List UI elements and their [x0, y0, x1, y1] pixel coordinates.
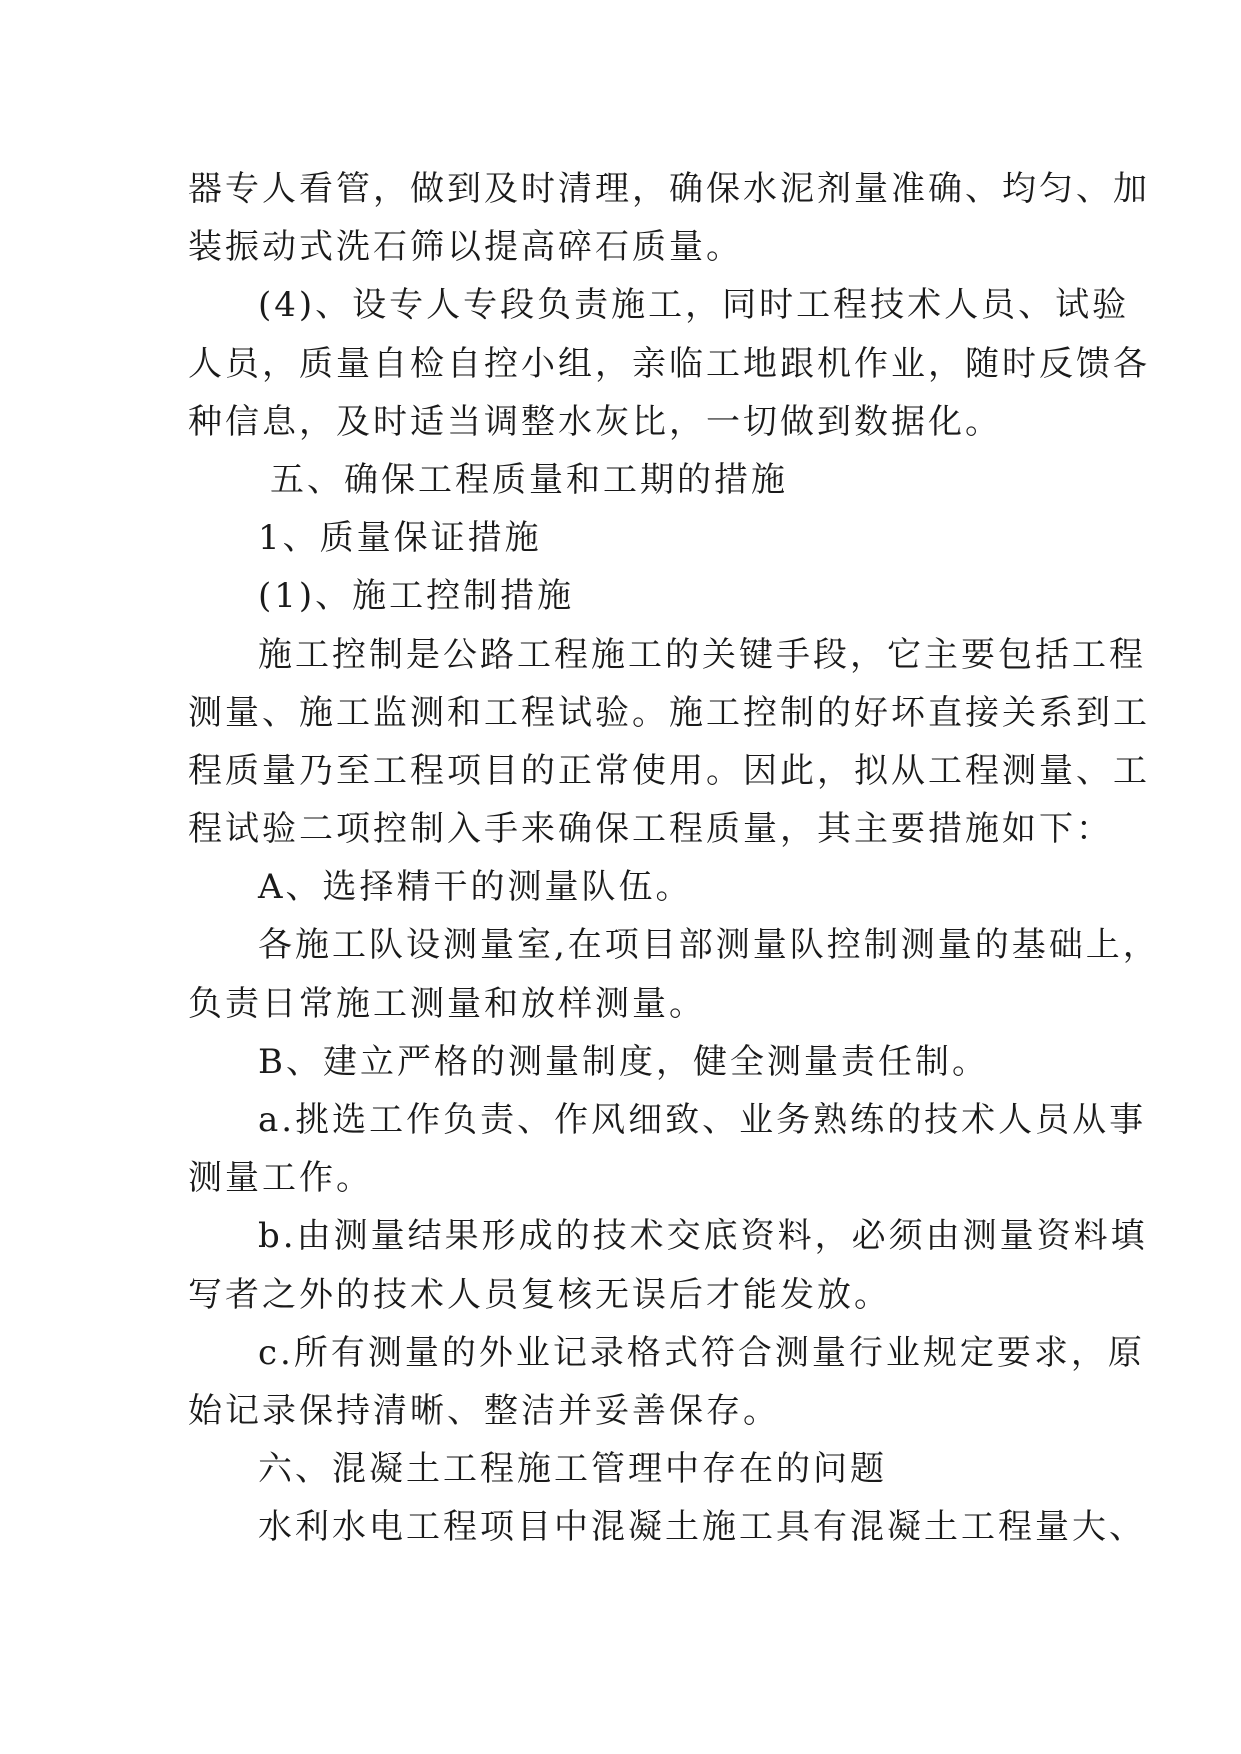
- text-line: 写者之外的技术人员复核无误后才能发放。: [188, 1274, 891, 1315]
- text-line: 测量、施工监测和工程试验。施工控制的好坏直接关系到工: [188, 692, 1150, 733]
- text-line: 负责日常施工测量和放样测量。: [188, 983, 706, 1024]
- subsection-heading: 1、质量保证措施: [258, 518, 542, 559]
- text-line: 种信息，及时适当调整水灰比，一切做到数据化。: [188, 401, 1002, 442]
- document-body: [188, 160, 1160, 1557]
- text-line: A、选择精干的测量队伍。: [258, 867, 693, 908]
- text-line: a.挑选工作负责、作风细致、业务熟练的技术人员从事: [258, 1100, 1147, 1140]
- text-line: 器专人看管，做到及时清理，确保水泥剂量准确、均匀、加: [188, 169, 1150, 209]
- text-line: c.所有测量的外业记录格式符合测量行业规定要求，原: [258, 1332, 1145, 1373]
- text-line: 程试验二项控制入手来确保工程质量，其主要措施如下：: [188, 809, 1113, 850]
- text-line: B、建立严格的测量制度，健全测量责任制。: [258, 1041, 989, 1082]
- text-line: 始记录保持清晰、整洁并妥善保存。: [188, 1390, 780, 1431]
- text-line: 装振动式洗石筛以提高碎石质量。: [188, 227, 743, 268]
- text-line: 施工控制是公路工程施工的关键手段，它主要包括工程: [258, 634, 1146, 675]
- text-line: 水利水电工程项目中混凝土施工具有混凝土工程量大、: [258, 1507, 1146, 1548]
- text-line: b.由测量结果形成的技术交底资料，必须由测量资料填: [258, 1216, 1148, 1257]
- text-line: 各施工队设测量室,在项目部测量队控制测量的基础上，: [258, 925, 1160, 966]
- text-line: (4)、设专人专段负责施工，同时工程技术人员、试验: [258, 285, 1130, 326]
- section-heading: 五、确保工程质量和工期的措施: [270, 459, 788, 500]
- subsection-heading: (1)、施工控制措施: [258, 576, 575, 617]
- section-heading: 六、混凝土工程施工管理中存在的问题: [258, 1449, 887, 1490]
- text-line: 测量工作。: [188, 1158, 373, 1199]
- text-line: 人员，质量自检自控小组，亲临工地跟机作业，随时反馈各: [188, 343, 1150, 384]
- text-line: 程质量乃至工程项目的正常使用。因此，拟从工程测量、工: [188, 750, 1150, 791]
